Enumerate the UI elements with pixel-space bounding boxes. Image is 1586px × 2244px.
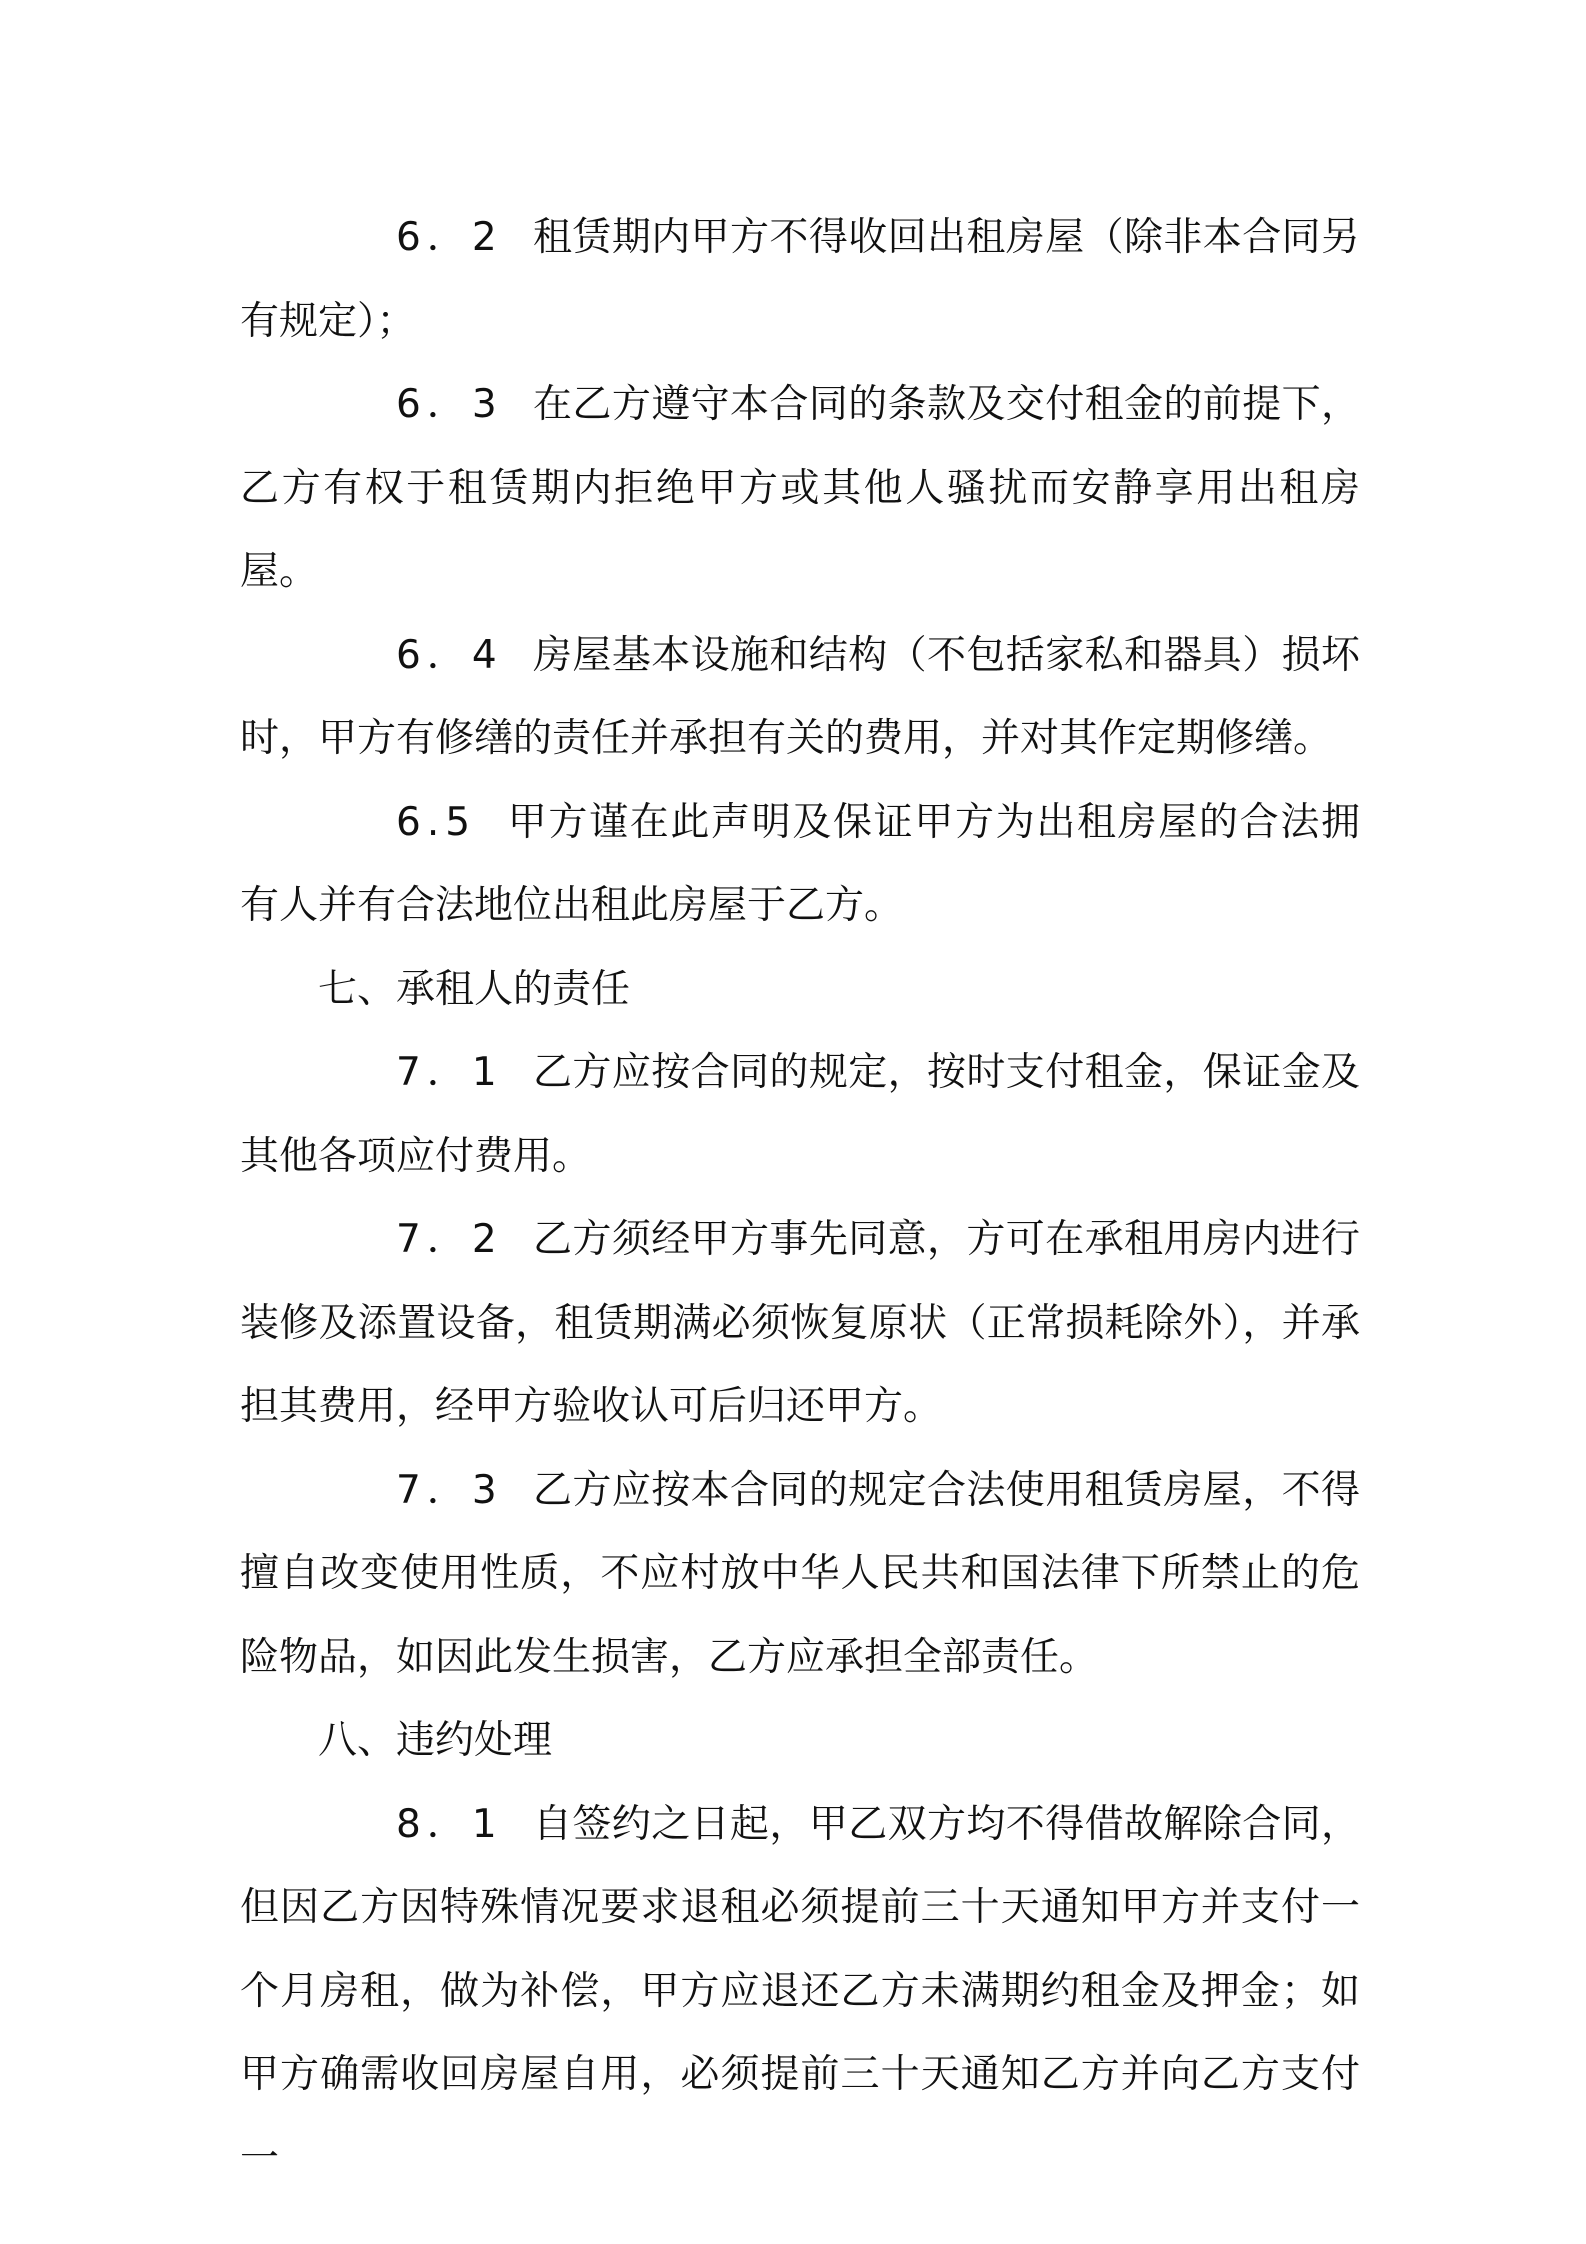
clause-number: 6．2 [396,215,503,260]
clause-number: 6．3 [396,382,503,427]
section-heading-8: 八、违约处理 [318,1718,553,1763]
clause-number: 8．1 [396,1801,503,1847]
clause-text: 在乙方遵守本合同的条款及交付租金的前提下，乙方有权于租赁期内拒绝甲方或其他人骚扰而安静享用出租房屋。 [240,382,1360,594]
document-body [240,196,1360,2200]
clause-number: 6．4 [396,632,503,678]
clause-text: 租赁期内甲方不得收回出租房屋（除非本合同另有规定）； [240,215,1360,344]
clause-6-2 [240,196,1360,363]
clause-7-2 [240,1198,1360,1449]
clause-text: 自签约之日起，甲乙双方均不得借故解除合同，但因乙方因特殊情况要求退租必须提前三十天通知甲方并支付一个月房租，做为补偿，甲方应退还乙方未满期约租金及押金；如甲方确需收回房屋自用，必须提前三十天通知乙方并向乙方支付一 [240,1801,1360,2181]
section-heading-7: 七、承租人的责任 [318,966,631,1012]
clause-6-3 [240,363,1360,614]
clause-text: 乙方应按合同的规定，按时支付租金，保证金及其他各项应付费用。 [240,1050,1360,1179]
clause-number: 7．2 [396,1217,503,1262]
clause-text: 甲方谨在此声明及保证甲方为出租房屋的合法拥有人并有合法地位出租此房屋于乙方。 [240,799,1360,928]
clause-text: 乙方须经甲方事先同意，方可在承租用房内进行装修及添置设备，租赁期满必须恢复原状（正常损耗除外），并承担其费用，经甲方验收认可后归还甲方。 [240,1217,1360,1429]
clause-text: 房屋基本设施和结构（不包括家私和器具）损坏时，甲方有修缮的责任并承担有关的费用，并对其作定期修缮。 [240,632,1360,761]
clause-7-3 [240,1449,1360,1700]
clause-8-1 [240,1783,1360,2201]
clause-7-1 [240,1031,1360,1198]
clause-number: 7．1 [396,1050,503,1095]
clause-6-5 [240,781,1360,948]
clause-number: 6.5 [396,799,477,845]
clause-6-4 [240,614,1360,781]
clause-number: 7．3 [396,1467,503,1513]
clause-text: 乙方应按本合同的规定合法使用租赁房屋，不得擅自改变使用性质，不应村放中华人民共和国法律下所禁止的危险物品，如因此发生损害，乙方应承担全部责任。 [240,1467,1360,1680]
